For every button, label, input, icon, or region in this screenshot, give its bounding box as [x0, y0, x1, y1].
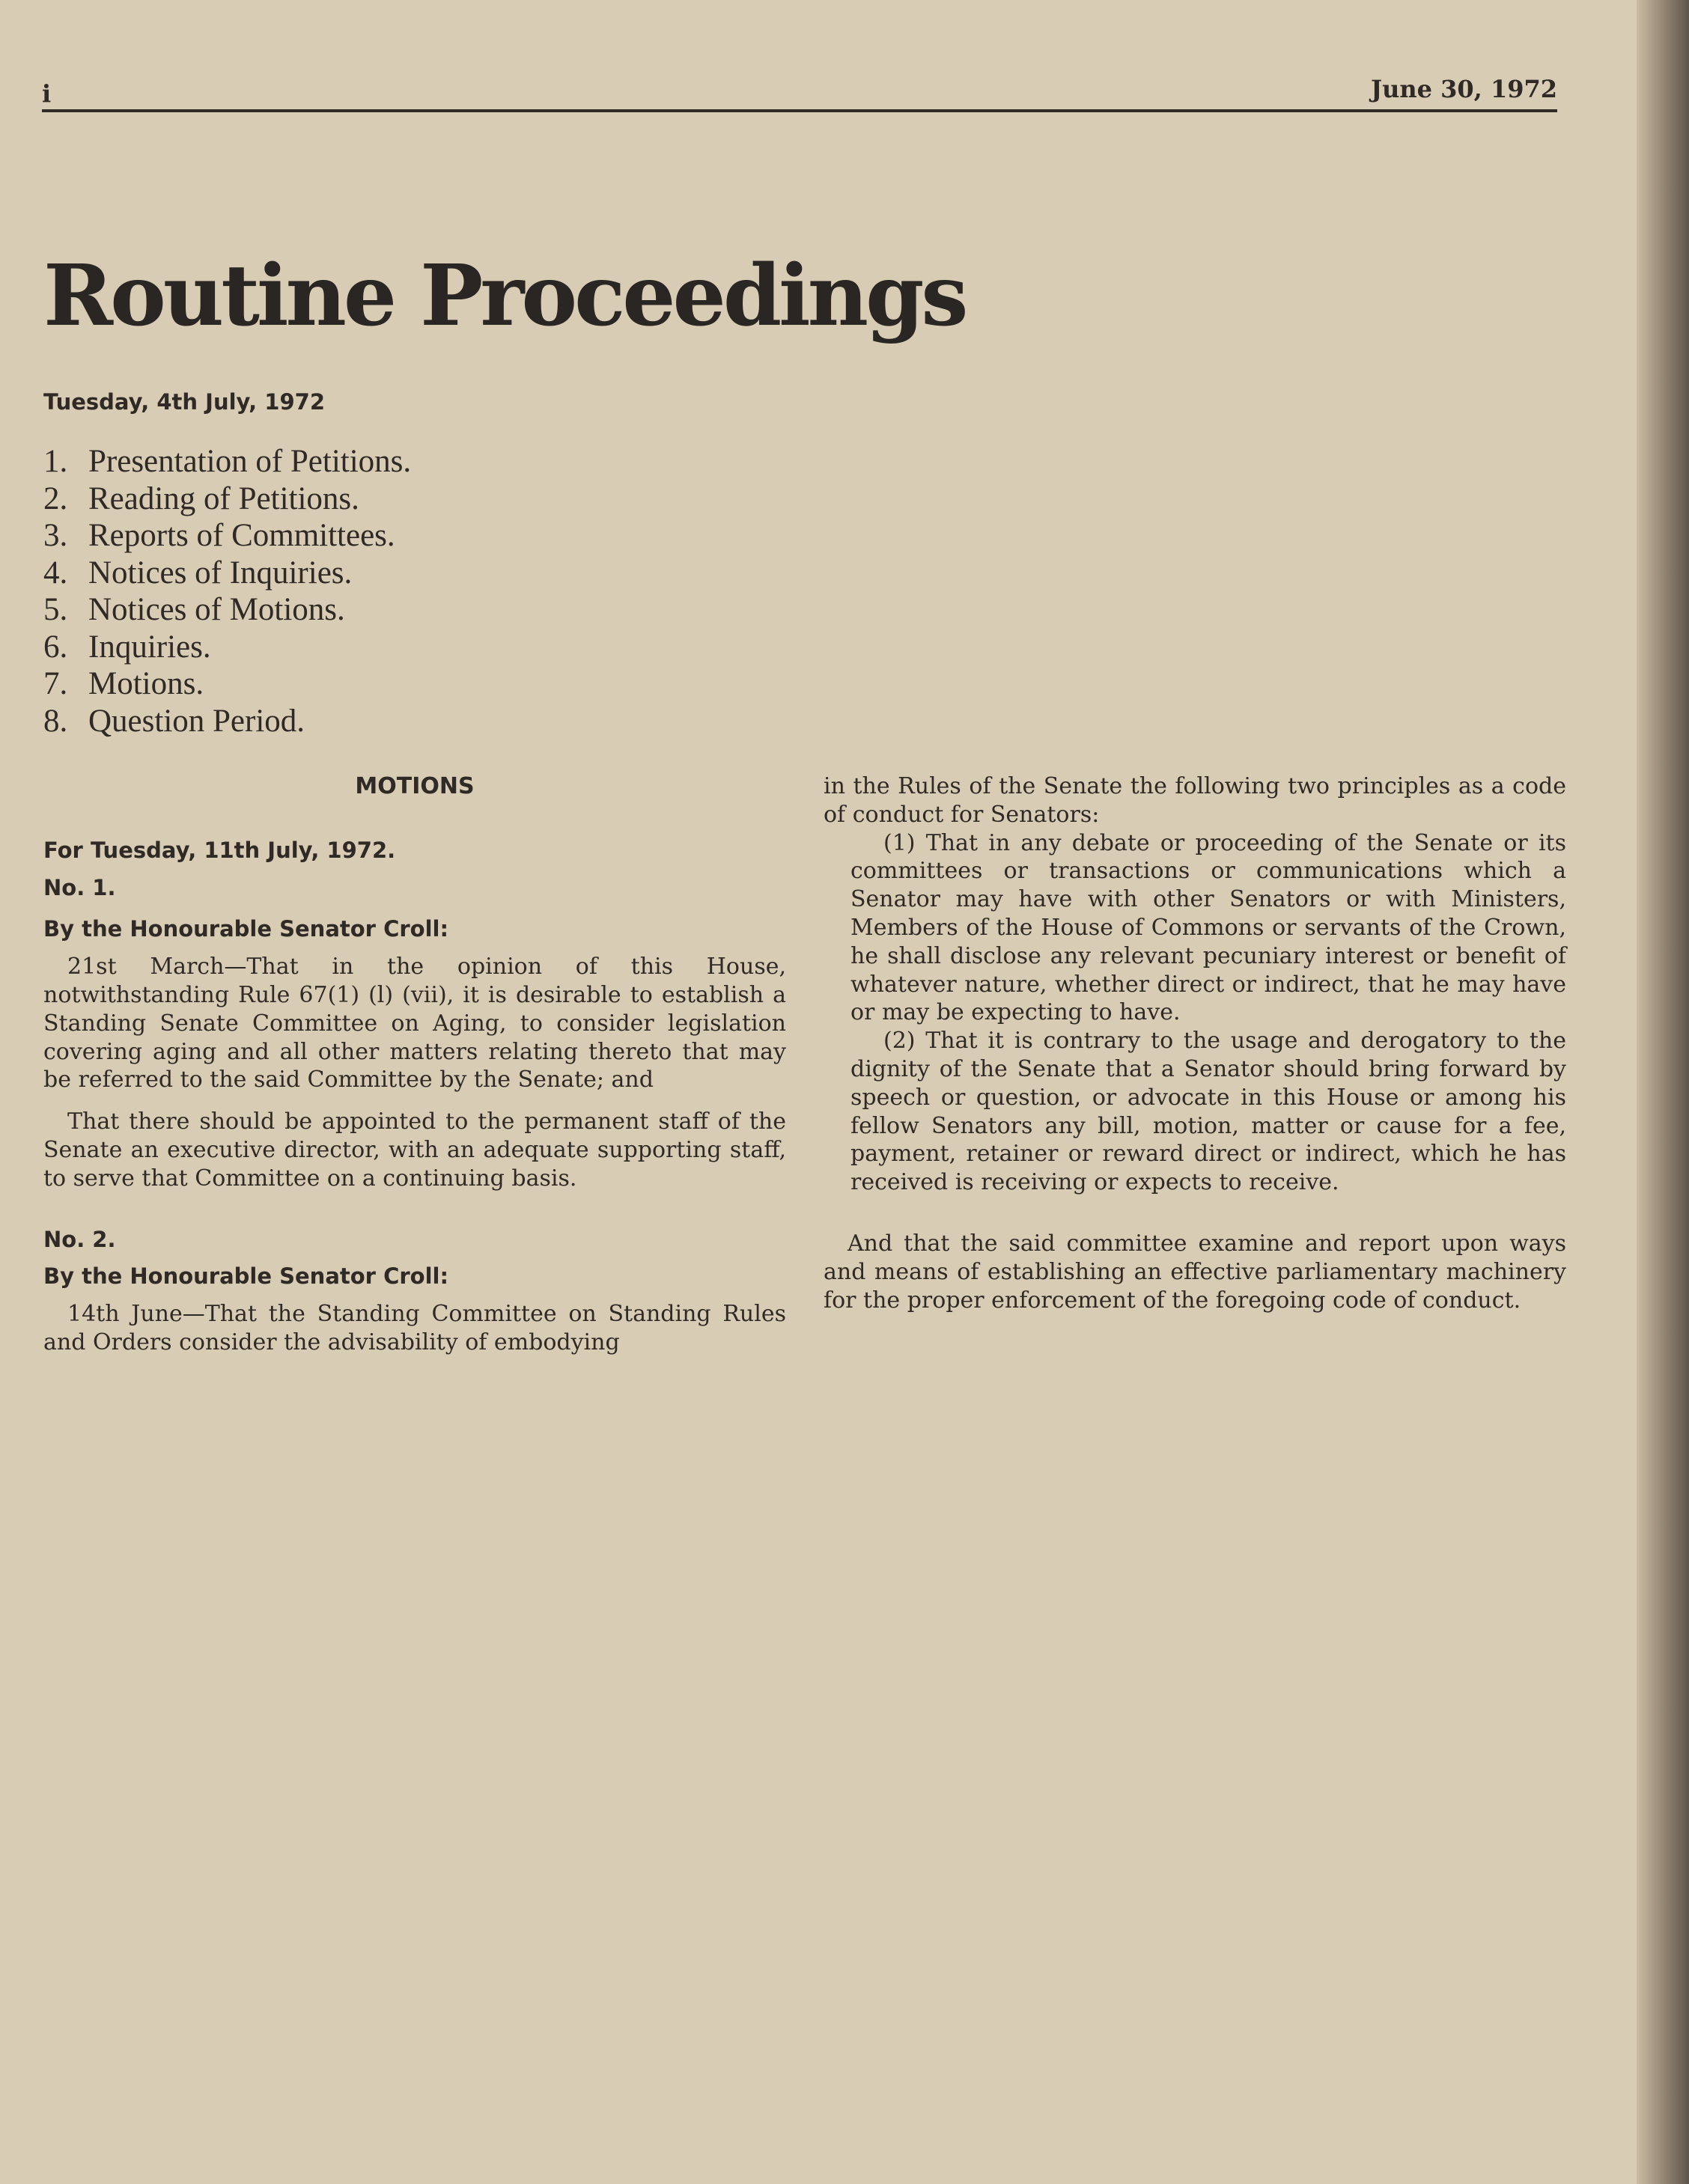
motions-heading: MOTIONS — [355, 773, 475, 799]
list-item: 5. Notices of Motions. — [43, 592, 345, 627]
list-item: 6. Inquiries. — [43, 629, 211, 665]
motion-1-text-2: That there should be appointed to the permanent staff of the Senate an executive director, with an adequate supporting staff, to serve that Committee on a continuing basis. — [43, 1108, 786, 1192]
list-item: 1. Presentation of Petitions. — [43, 444, 412, 479]
list-item: 3. Reports of Committees. — [43, 518, 395, 553]
left-column — [43, 772, 786, 1357]
header-date: June 30, 1972 — [1370, 75, 1557, 103]
code-principle-1: (1) That in any debate or proceeding of the Senate or its committees or transactions or communications which a Senator may have with other Senators or with Ministers, Members of the House of Commons or servants of the Crown, he shall disclose any relevant pecuniary interest or benefit of whatever nature, whether direct or indirect, that he may have or may be expecting to have. — [850, 829, 1566, 1026]
right-column — [824, 772, 1566, 1314]
list-item: 8. Question Period. — [43, 703, 305, 739]
page-title: Routine Proceedings — [43, 247, 966, 345]
list-item: 7. Motions. — [43, 666, 204, 701]
order-of-business-list — [43, 443, 411, 739]
motions-date: For Tuesday, 11th July, 1972. — [43, 837, 396, 863]
page-header — [42, 72, 1557, 112]
motion-2-label: No. 2. — [43, 1226, 116, 1252]
motion-2-closing: And that the said committee examine and report upon ways and means of establishing an effective parliamentary machinery for the proper enforcement of the foregoing code of conduct. — [824, 1230, 1566, 1314]
page-edge-shadow — [1637, 0, 1689, 2184]
motion-2-continuation: in the Rules of the Senate the following two principles as a code of conduct for Senators: — [824, 773, 1566, 828]
page-number: i — [42, 79, 52, 108]
motion-1-mover: By the Honourable Senator Croll: — [43, 916, 449, 942]
sitting-date: Tuesday, 4th July, 1972 — [43, 389, 326, 415]
motion-2-mover: By the Honourable Senator Croll: — [43, 1263, 449, 1290]
motion-1-label: No. 1. — [43, 874, 116, 900]
motion-1-text: 21st March—That in the opinion of this House, notwithstanding Rule 67(1) (l) (vii), it is desirable to establish a Standing Senate Committee on Aging, to consider legislation covering aging and all other matters relating thereto that may be referred to the said Committee by the Senate; and — [43, 954, 786, 1093]
motion-2-text: 14th June—That the Standing Committee on Standing Rules and Orders consider the advisability of embodying — [43, 1301, 786, 1355]
code-principle-2: (2) That it is contrary to the usage and derogatory to the dignity of the Senate that a Senator should bring forward by speech or question, or advocate in this House or among his fellow Senators any bill, motion, matter or cause for a fee, payment, retainer or reward direct or indirect, which he has received is receiving or expects to receive. — [850, 1028, 1566, 1196]
list-item: 4. Notices of Inquiries. — [43, 555, 353, 591]
list-item: 2. Reading of Petitions. — [43, 481, 359, 516]
